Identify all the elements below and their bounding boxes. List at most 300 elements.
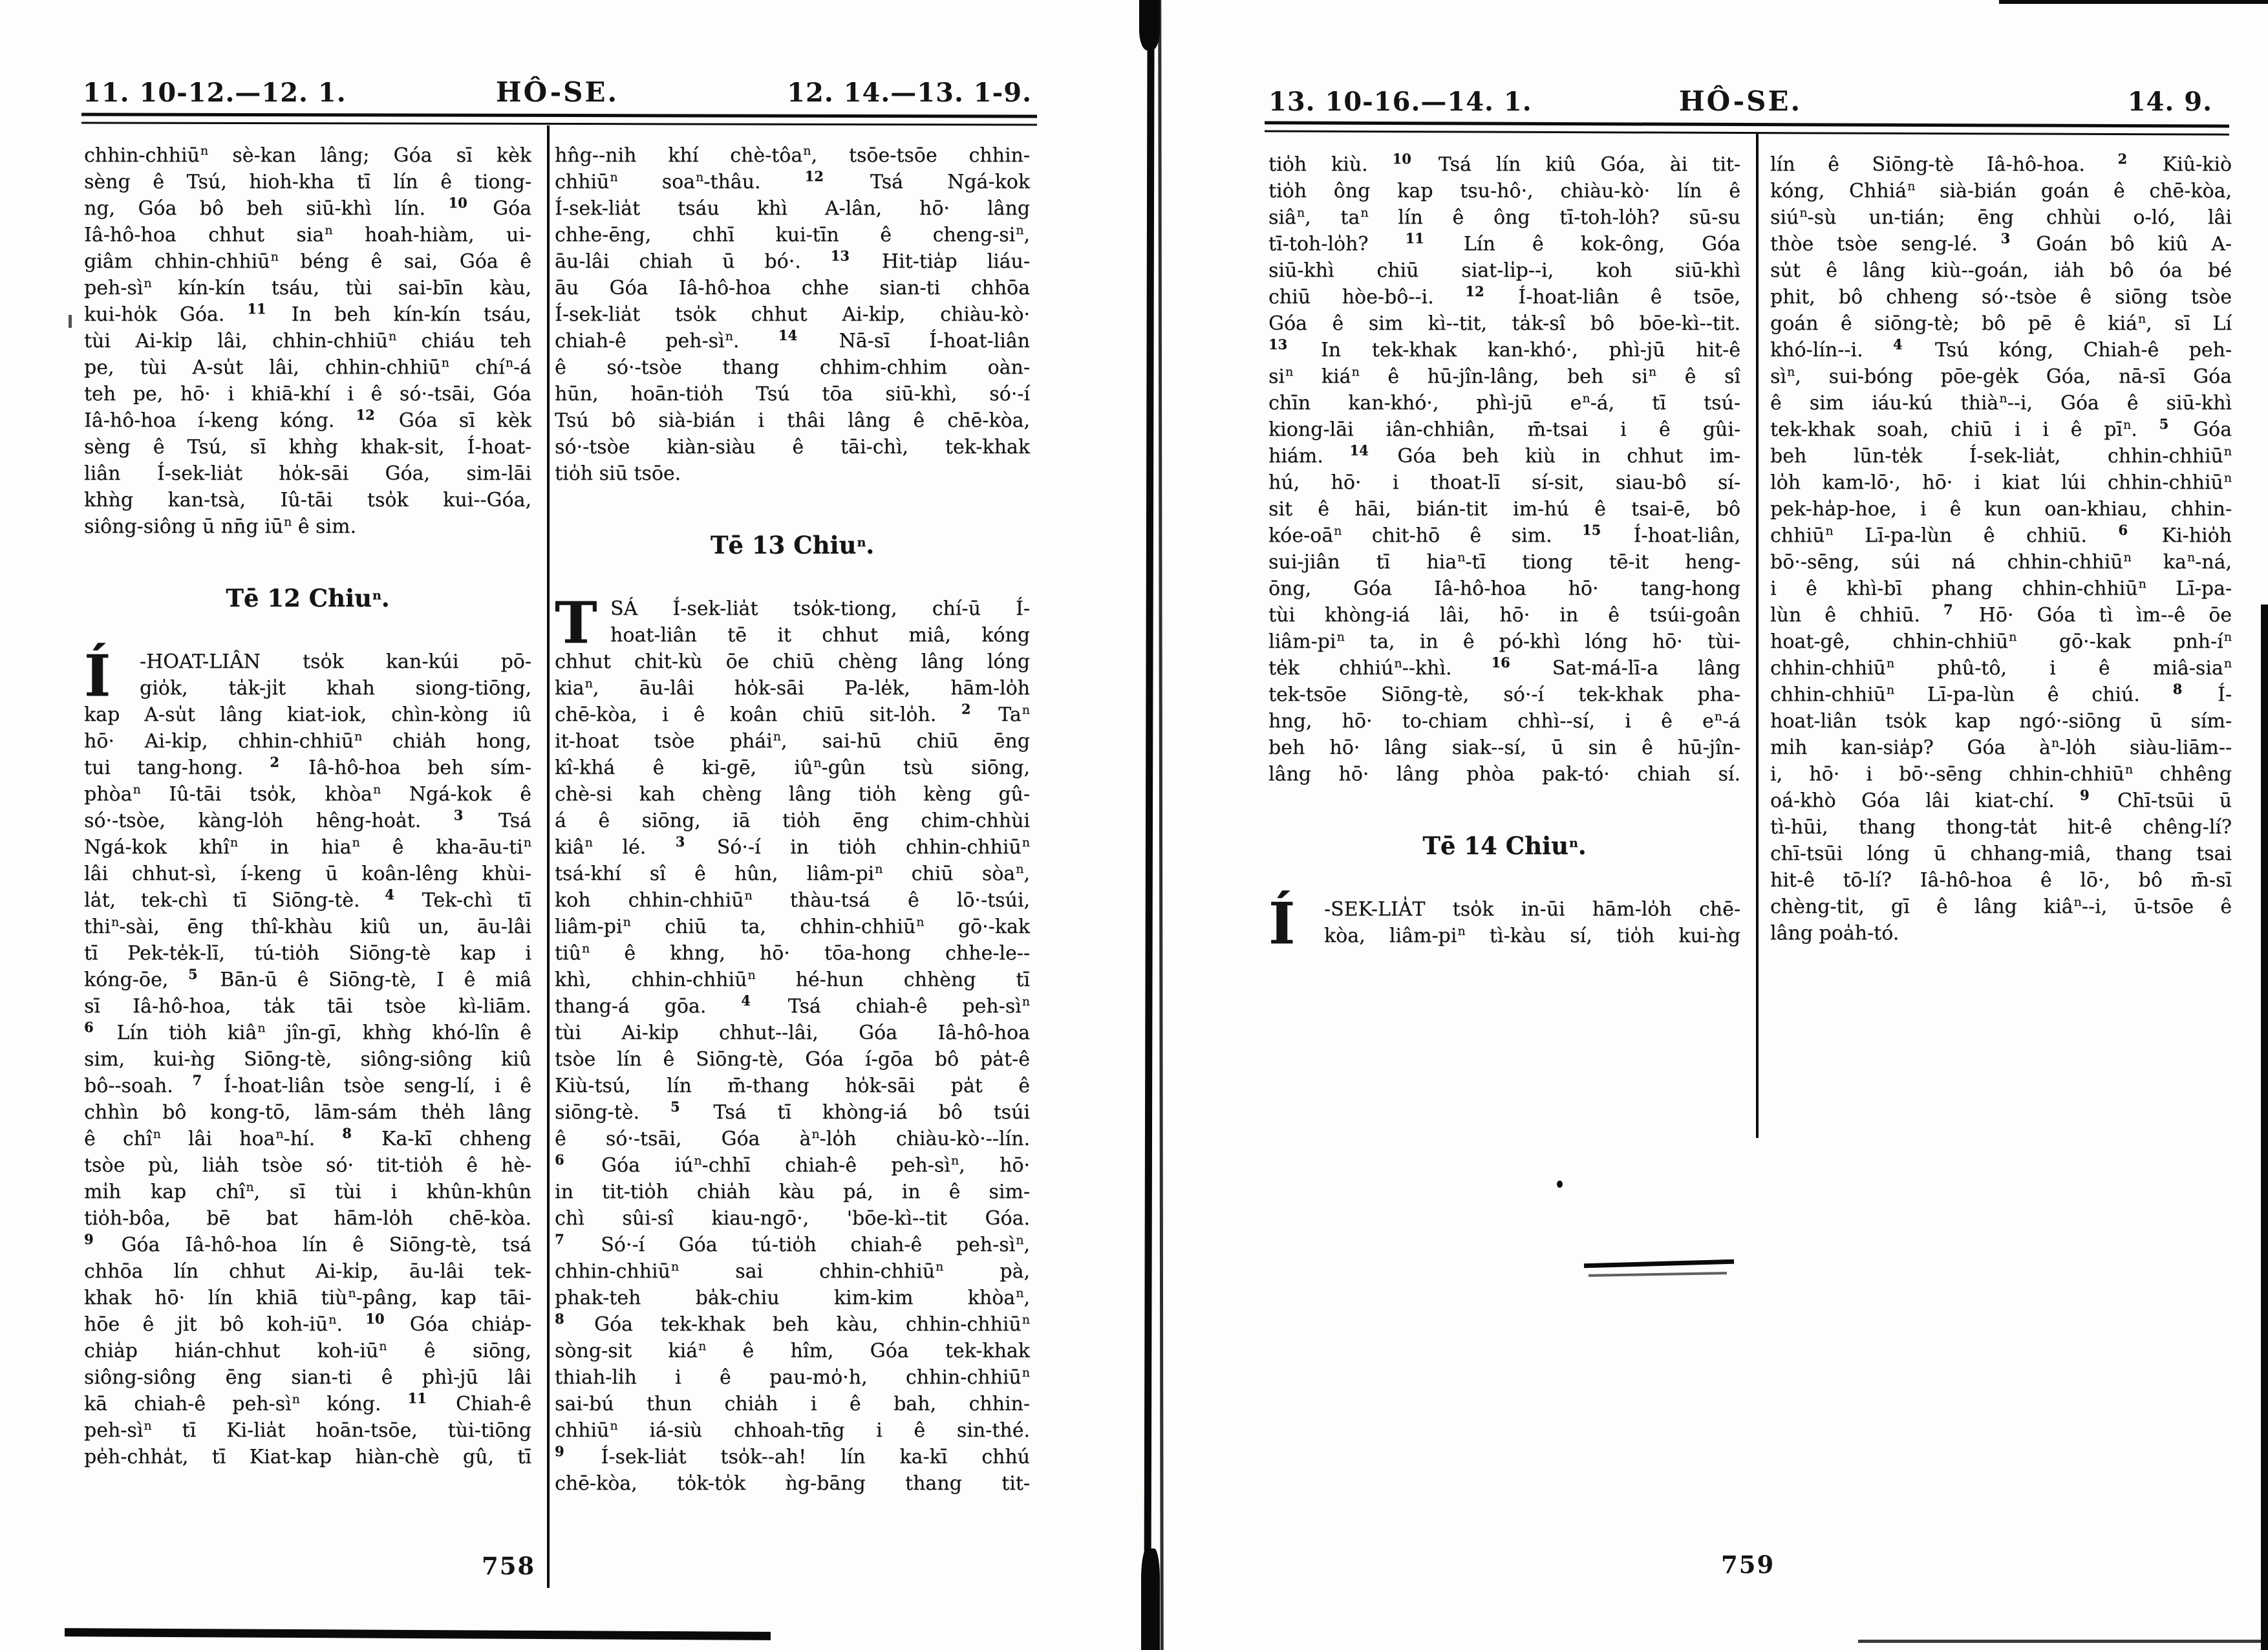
text-line: phòa$^n$ Iû-tāi tso̍k, khòa$^n$ Ngá-kok ê [84,782,531,806]
text-line: tek-khak soah, chiū i i ê $pī^n$. $^5$ Góa [1770,416,2232,441]
nasal-superscript: n [1016,1233,1024,1247]
text-line: kòa, liâm-$pi^n$ tì-kàu sí, tio̍h kui-ǹg [1324,924,1741,947]
chapter-heading: Tē 14 Chiu$^n$. [1422,831,1587,860]
drop-cap: T [555,589,597,656]
text-line: beh lūn-te̍k Í-sek-lia̍t, chhin-chhiū$^n$ [1770,444,2232,467]
verse-number: 6 [555,1152,564,1168]
text-line: $^9$ Í-sek-lia̍t tso̍k--ah! lín ka-kī chhú [555,1443,1030,1468]
nasal-superscript: n [441,356,449,370]
verse-number: 13 [830,248,850,264]
nasal-superscript: n [1648,365,1657,379]
verse-number: 13 [1268,336,1288,352]
text-line: kóe-$oā^n$ chit-hō ê sim. $^{15}$ Í-hoat-liân, [1268,522,1740,547]
nasal-superscript: n [813,756,822,770]
nasal-superscript: n [2138,577,2146,591]
text-line: la̍t, tek-chì tī Siōng-tè. $^4$ Tek-chì tī [84,886,531,912]
nasal-superscript: n [348,1286,356,1300]
paragraph [1268,151,1740,788]
book-title: HÔ-SE. [495,76,619,108]
text-line: chhōa lín chhut Ai-ki̍p, āu-lâi tek- [84,1260,531,1283]
header-verse-range-right: 14. 9. [2127,87,2212,117]
text-line: thang-á gōa. $^4$ Tsá chiah-ê peh-$sì^n$ [555,992,1030,1018]
dropcap-paragraph [1268,890,1741,957]
nasal-superscript: n [670,1259,679,1274]
text-line: chīn kan-khó·, phì-jū $e^n-á$, tī tsú- [1268,391,1740,414]
nasal-superscript: n [1022,994,1030,1009]
text-line: hú, hō· i thoat-lī sí-sit, siau-bô sí- [1268,471,1740,494]
text-line: chè-si kah chèng lâng tio̍h kèng gû- [555,783,1030,806]
text-line: chhin-chhiū$^n$ phû-tô, i ê miâ-sia$^n$ [1770,656,2232,680]
text-line: hiám. $^{14}$ Góa beh kiù in chhut im- [1268,442,1740,467]
verse-number: 7 [555,1231,564,1247]
text-line: khak hō· lín khiā tiù$^n$-pâng, kap tāi- [84,1286,531,1309]
ink-smudge [1589,1272,1727,1277]
verse-number: 12 [356,407,375,423]
text-line: thòe tsòe seng-lé. $^3$ Goán bô kiû A- [1770,230,2232,255]
text-line: ng, Góa bô beh siū-khì lín. $^{10}$ Góa [84,195,532,220]
nasal-superscript: n [2223,444,2232,458]
text-line: lâi chhut-sì, í-keng ū koân-lêng khùi- [84,862,531,885]
nasal-superscript: n [372,782,381,797]
nasal-superscript: n [388,329,397,343]
nasal-superscript: n [1022,1366,1030,1380]
verse-number: 3 [675,833,685,850]
nasal-superscript: n [2124,762,2134,777]
nasal-superscript: n [811,1127,820,1141]
nasal-superscript: n [2073,895,2082,909]
nasal-superscript: n [875,862,883,876]
text-line: chhìn bô kong-tō, lām-sám the̍h lâng [84,1101,531,1124]
verse-number: 8 [2172,681,2183,697]
nasal-superscript: n [2223,471,2232,485]
text-line: sèng ê Tsú, hioh-kha tī lín ê tiong- [84,171,531,193]
text-line: tio̍h-bôa, bē bat hām-lo̍h chē-kòa. [84,1207,531,1230]
nasal-superscript: n [610,1419,618,1433]
nasal-superscript: n [1016,1286,1024,1300]
text-line: $^9$ Góa Iâ-hô-hoa lín ê Siōng-tè, tsá [84,1231,531,1256]
verse-number: 14 [778,327,798,343]
nasal-superscript: n [275,1127,284,1141]
nasal-superscript: n [1022,703,1030,717]
text-line: Kiù-tsú, lín m̄-thang ho̍k-sāi pa̍t ê [555,1075,1030,1097]
text-line: mi̍h kap chî$^n$, sī tùi i khûn-khûn [84,1180,531,1203]
text-line: tek-tsōe Siōng-tè, só·-í tek-khak pha- [1268,683,1740,706]
scan-edge-shadow [2261,605,2268,1650]
text-line: ê sim iáu-kú thià$^n$--i, Góa ê siū-khì [1770,391,2232,414]
nasal-superscript: n [1336,630,1345,644]
verse-number: 11 [1405,230,1424,246]
verse-number: 11 [247,301,266,317]
text-line: kap A-su̍t lâng kiat-iok, chìn-kòng iû [84,703,531,726]
text-line: chē-kòa, i ê koân chiū sit-lo̍h. $^2$ Ta$^n$ [555,701,1030,726]
verse-number: 12 [1465,283,1484,299]
text-line: hoat-liân tē it chhut miâ, kóng [610,624,1030,647]
scan-edge-shadow [65,1628,771,1640]
nasal-superscript: n [696,170,704,184]
verse-number: 14 [1349,442,1369,458]
text-line: gio̍k, ta̍k-ji̍t khah siong-tiōng, [140,677,531,700]
drop-cap: Í [1268,890,1296,957]
text-line: sī Iâ-hô-hoa, ta̍k tāi tsòe kì-liām. [84,995,531,1018]
verse-number: 8 [555,1311,564,1327]
text-line: lùn ê chhiū. $^7$ Hō· Góa tì ìm--ê ōe [1770,601,2232,627]
nasal-superscript: n [747,968,756,982]
nasal-superscript: n [352,835,360,850]
text-line: pek-ha̍p-hoe, i ê kun oan-khiau, chhin- [1770,498,2232,520]
nasal-superscript: n [610,170,618,184]
text-line: tī-toh-lo̍h? $^{11}$ Lín ê kok-ông, Góa [1268,230,1740,255]
text-line: khǹg kan-tsà, Iû-tāi tso̍k kui--Góa, [84,489,531,511]
text-line: $sì^n$, sui-bóng pōe-ge̍k Góa, nā-sī Góa [1770,365,2232,388]
nasal-superscript: n [1360,206,1369,220]
dropcap-paragraph [555,589,1031,1497]
verse-number: 16 [1491,654,1510,670]
text-line: -SEK-LIA̍T tso̍k in-ūi hām-lo̍h chē- [1324,898,1740,921]
nasal-superscript: n [694,1153,702,1168]
verse-number: 9 [555,1443,564,1459]
text-line: $^8$ Góa tek-khak beh kàu, chhin-chhiū$^n$ [555,1311,1030,1336]
text-line: koh chhin-chhiū$^n$ thàu-tsá ê lō·-tsúi, [555,888,1030,912]
nasal-superscript: n [292,1392,300,1406]
nasal-superscript: n [144,1419,152,1433]
text-line: kui-ho̍k Góa. $^{11}$ In beh kín-kín tsáu, [84,301,531,326]
book-gutter-shadow [1158,0,1164,1650]
text-line: siâ$^n$, $ta^n$ lín ê ông tī-toh-lo̍h? sū-su [1268,206,1741,229]
ink-smudge [1584,1259,1734,1268]
text-line: Ngá-kok khî$^n$ in hia$^n$ ê kha-$āu-ti^n$ [84,835,531,859]
text-line: $^7$ Só·-í Góa tú-tio̍h chiah-ê peh-$sì^n$, [555,1231,1030,1256]
text-line: tio̍h kiù. $^{10}$ Tsá lín kiû Góa, ài tit- [1268,151,1740,176]
text-line: liâm-$pi^n$ chiū ta, chhin-chhiū$^n$ gō·-kak [555,915,1031,938]
text-line: lâng hō· lâng phòa pak-tó· chiah sí. [1268,763,1740,786]
text-line: pe̍h-chha̍t, tī Kiat-kap hiàn-chè gû, tī [84,1446,531,1468]
verse-number: 2 [270,754,279,770]
text-line: kia$^n$, āu-lâi ho̍k-sāi Pa-le̍k, hām-lo̍h [555,676,1030,700]
text-line: āu Góa Iâ-hô-hoa chhe sian-ti chhōa [555,277,1030,299]
text-line: $si^n$ kiá$^n$ ê hū-jîn-lâng, beh $si^n$ ê sî [1268,365,1740,388]
text-line: tùi Ai-ki̍p chhut--lâi, Góa Iâ-hô-hoa [555,1022,1030,1044]
text-line: kóng-ōe, $^5$ Bān-ū ê Siōng-tè, I ê miâ [84,966,531,991]
nasal-superscript: n [1886,656,1895,670]
nasal-superscript: n [325,223,333,237]
nasal-superscript: n [2123,550,2132,564]
text-line: chhut chi̍t-kù ōe chiū chèng lâng lóng [555,650,1030,673]
paragraph [555,142,1030,487]
verse-number: 5 [670,1098,680,1115]
nasal-superscript: n [1457,924,1466,938]
verse-number: 5 [2159,416,2169,432]
text-line: teh pe, hō· i khiā-khí i ê só·-tsāi, Góa [84,383,531,405]
text-line: i ê khì-bī phang chhin-chhiū$^n$ Lī-pa- [1770,577,2232,600]
nasal-superscript: n [144,276,152,290]
text-line: lo̍h kam-lō·, hō· i kiat lúi chhin-chhiū$^n$ [1770,471,2232,494]
text-line: tio̍h siū tsōe. [555,462,681,485]
verse-number: 4 [1892,336,1903,352]
text-line: siông-siông ēng sian-ti ê phì-jū lâi [84,1366,531,1389]
header-verse-range-right: 12. 14.—13. 1-9. [787,78,1032,108]
nasal-superscript: n [623,915,631,929]
text-line: ê só·-tsòe thang chhim-chhim oàn- [555,356,1030,379]
verse-number: 4 [385,886,394,903]
nasal-superscript: n [1999,391,2007,405]
text-line: khì, chhin-chhiū$^n$ hé-hun chhèng tī [555,968,1030,991]
verse-number: 2 [2117,151,2128,167]
text-line: chhin-chhiū$^n$ sai chhin-chhiū$^n$ pà, [555,1259,1030,1283]
text-line: hit-ê tō-lí? Iâ-hô-hoa ê lō·, bô m̄-sī [1770,869,2232,892]
nasal-superscript: n [1334,524,1342,538]
scan-edge-shadow [1858,1640,2263,1643]
text-line: khó-lín--i. $^4$ Tsú kóng, Chiah-ê peh- [1770,336,2232,361]
text-line: Tsú bô sià-bián i thâi lâng ê chē-kòa, [555,409,1030,432]
text-line: ê só·-tsāi, Góa $à^n-lo̍h$ chiàu-kò·--lín. [555,1127,1030,1150]
nasal-superscript: n [1022,835,1030,850]
text-line: bō·-sēng, súi ná chhin-chhiū$^n$ $ka^n-ná$, [1770,550,2232,573]
text-line: siú$^n$-sù un-tián; ēng chhùi o-ló, lâi [1770,206,2232,229]
right-page-header [1268,85,2212,117]
verse-number: 10 [1392,151,1411,167]
verse-number: 5 [187,966,198,982]
verse-number: 10 [365,1311,385,1327]
text-line: tiû$^n$ ê khng, hō· tōa-hong chhe-le-- [555,941,1030,965]
text-line: tsá-khí sî ê hûn, liâm-$pi^n$ chiū sòa$^n$, [555,862,1030,885]
verse-number: 15 [1581,522,1601,538]
nasal-superscript: n [857,535,866,550]
header-verse-range-left: 11. 10-12.—12. 1. [83,78,347,108]
text-line: āu-lâi chiah ū bó·. $^{13}$ Hit-tia̍p liáu- [555,248,1031,273]
column-divider [1756,133,1759,1138]
text-line: hō· Ai-ki̍p, chhin-chhiū$^n$ chia̍h hong, [84,729,531,753]
text-line: chē-kòa, to̍k-to̍k ǹg-bāng thang tit- [555,1472,1030,1495]
text-line: $^6$ Góa $iú^n$-chhī chiah-ê peh-$sì^n$, hō· [555,1152,1030,1177]
verse-number: 4 [741,992,751,1009]
paragraph [1770,151,2232,947]
book-gutter-shadow [1144,0,1154,1650]
verse-number: 3 [2000,230,2011,246]
nasal-superscript: n [803,144,811,158]
nasal-superscript: n [950,1153,959,1168]
dropcap-paragraph [84,642,532,1470]
nasal-superscript: n [1799,206,1808,220]
text-line: lín ê Siōng-tè Iâ-hô-hoa. $^2$ Kiû-kiò [1770,151,2232,176]
text-line: tùi Ai-ki̍p lâi, chhin-chhiū$^n$ chiáu teh [84,329,531,352]
nasal-superscript: n [1022,1312,1030,1327]
nasal-superscript: n [2223,656,2232,670]
text-line: tsòe lín ê Siōng-tè, Góa í-gōa bô pa̍t-ê [555,1048,1030,1071]
text-line: tī Pek-te̍k-lī, tú-tio̍h Siōng-tè kap i [84,942,531,965]
page-number: 759 [1721,1550,1775,1579]
nasal-superscript: n [133,782,141,797]
nasal-superscript: n [916,915,925,929]
nasal-superscript: n [523,835,531,850]
nasal-superscript: n [2137,312,2146,326]
text-line: chī-tsūi lóng ū chhang-miâ, thang tsai [1770,842,2232,865]
text-line: sòng-sit kiá$^n$ ê hîm, Góa tek-khak [555,1339,1030,1362]
text-line: $^6$ Lín tio̍h kiâ$^n$ jîn-gī, khǹg khó-lîn ê [84,1019,531,1044]
nasal-superscript: n [372,588,381,603]
paragraph [84,142,531,540]
text-line: phit, bô chheng só·-tsòe ê siōng tsòe [1770,286,2232,308]
text-line: sim, kui-ǹg Siōng-tè, siông-siông kiû [84,1048,531,1071]
text-line: hoat-liân tso̍k kap ngó·-siōng ū sím- [1770,710,2232,733]
text-line: su̍t ê lâng kiù--goán, ia̍h bô óa bé [1770,259,2232,282]
text-column [1770,151,2232,947]
nasal-superscript: n [698,1339,707,1353]
text-line: á ê siōng, iā tio̍h ēng chim-chhùi [555,809,1030,832]
text-line: sèng ê Tsú, sī khǹg khak-si̍t, Í-hoat- [84,436,531,458]
text-line: hn̂g--nih khí chè-tôa$^n$, tsōe-tsōe chhin- [555,144,1031,167]
drop-cap: Í [84,642,111,709]
nasal-superscript: n [2187,550,2196,564]
nasal-superscript: n [1568,836,1578,850]
text-line: Iâ-hô-hoa chhut sia$^n$ hoah-hiàm, ui- [84,223,532,246]
text-line: SÁ Í-sek-lia̍t tso̍k-tiong, chí-ū Í- [610,597,1030,620]
text-line: thiah-li̍h i ê pau-mo̍·h, chhin-chhiū$^n$ [555,1366,1030,1389]
verse-number: 3 [453,807,464,823]
text-line: tùi khòng-iá lâi, hō· in ê tsúi-goân [1268,604,1740,627]
text-column [1268,151,1741,957]
nasal-superscript: n [1787,365,1795,379]
text-line: chhiū$^n$ soa$^n$-thâu. $^{12}$ Tsá Ngá-kok [555,168,1030,193]
text-line: chhin-chhiū$^n$ Lī-pa-lùn ê chiú. $^8$ Í- [1770,681,2232,706]
column-divider [547,125,550,1588]
nasal-superscript: n [1016,862,1024,876]
text-column [555,142,1030,1497]
text-line: só·-tsòe kiàn-siàu ê tāi-chì, tek-khak [555,436,1030,458]
text-line: chhiū$^n$ Lī-pa-lùn ê chhiū. $^6$ Ki-hio̍h [1770,522,2232,547]
text-line: giâm chhin-chhiū$^n$ béng ê sai, Góa ê [84,250,531,273]
nasal-superscript: n [1394,656,1402,670]
nasal-superscript: n [2051,736,2060,750]
nasal-superscript: n [1296,206,1305,220]
scan-artifact [1141,1548,1160,1650]
book-title: HÔ-SE. [1678,85,1803,117]
text-line: kā chiah-ê peh-$sì^n$ kóng. $^{11}$ Chiah-ê [84,1390,532,1415]
text-line: kiâ$^n$ lé. $^3$ Só·-í in tio̍h chhin-chhiū$^n$ [555,833,1030,859]
text-line: $^{13}$ In tek-khak kan-khó·, phì-jū hit-ê [1268,336,1740,361]
nasal-superscript: n [584,835,593,850]
nasal-superscript: n [1886,683,1895,697]
verse-number: 6 [84,1019,94,1035]
text-line: chì sûi-sî kiau-ngō·, 'bōe-kì--tit Góa. [555,1207,1030,1230]
nasal-superscript: n [2223,630,2232,644]
verse-number: 2 [961,701,971,717]
verse-number: 9 [84,1231,94,1247]
nasal-superscript: n [1582,391,1590,405]
text-line: ê chî$^n$ lâi hoa$^n$-hí. $^8$ Ka-kī chheng [84,1125,531,1150]
header-rule [1265,121,2229,135]
text-line: só·-tsòe, kàng-lo̍h hêng-hoa̍t. $^3$ Tsá [84,807,531,832]
text-line: mi̍h kan-sia̍p? Góa $à^n-lo̍h$ siàu-liām-- [1770,736,2232,759]
text-line: Góa ê sim kì--tit, ta̍k-sî bô bōe-kì--tit. [1268,312,1740,335]
text-line: sit ê hāi, bián-tit im-hú ê tsai-ē, bô [1268,498,1740,520]
nasal-superscript: n [773,729,781,744]
nasal-superscript: n [111,915,120,929]
chapter-heading: Tē 12 Chiu$^n$. [226,584,390,612]
text-line: lâng poa̍h-tó. [1770,922,1899,945]
text-line: liâm-$pi^n$ ta, in ê pó-khì lóng hō· tùi- [1268,630,1740,653]
text-line: tì-hūi, thang thong-ta̍t hit-ê chêng-lí? [1770,816,2232,839]
nasal-superscript: n [283,515,292,529]
text-line: phak-teh ba̍k-chiu kim-kim khòa$^n$, [555,1286,1030,1309]
text-line: peh-$sì^n$ tī Ki-lia̍t hoān-tsōe, tùi-tiōng [84,1419,531,1442]
left-page-header [83,76,1032,108]
text-line: peh-$sì^n$ kín-kín tsáu, tùi sai-bīn kàu, [84,276,531,299]
text-line: Iâ-hô-hoa í-keng kóng. $^{12}$ Góa sī kèk [84,407,531,432]
text-line: chèng-ti̍t, gī ê lâng kiâ$^n$--i, ū-tsōe ê [1770,895,2232,918]
text-line: -HOAT-LIÂN tso̍k kan-kúi pō- [140,650,531,673]
nasal-superscript: n [379,1339,387,1353]
nasal-superscript: n [744,888,753,903]
text-line: liân Í-sek-lia̍t ho̍k-sāi Góa, sim-lāi [84,462,531,485]
page-number: 758 [482,1552,536,1580]
text-line: pe, tùi A-su̍t lâi, chhin-chhiū$^n$ chí$^n$-á [84,356,531,379]
verse-number: 7 [192,1072,202,1088]
text-line: siông-siông ū nn̄g $iū^n$ ê sim. [84,515,357,538]
text-line: Í-sek-lia̍t tso̍k chhut Ai-ki̍p, chiàu-kò· [555,303,1030,326]
verse-number: 8 [342,1125,352,1141]
nasal-superscript: n [354,729,363,744]
text-line: sai-bú thun chia̍h i ê bah, chhin- [555,1393,1030,1415]
nasal-superscript: n [584,676,593,691]
text-line: i, hō· i bō·-sēng chhin-chhiū$^n$ chhêng [1770,762,2232,786]
text-line: tio̍h ông kap tsu-hô·, chiàu-kò· lín ê [1268,180,1740,202]
ink-speck [69,315,72,328]
text-line: hōe ê ji̍t bô koh-$iū^n$. $^{10}$ Góa chia̍p- [84,1311,532,1336]
text-line: chhiū$^n$ iá-siù chhoah-tn̄g i ê sin-thé. [555,1419,1030,1442]
text-line: kiong-lāi iân-chhiân, m̄-tsai i ê gûi- [1268,418,1740,441]
text-line: tsòe pù, lia̍h tsòe só· tit-tio̍h ê hè- [84,1154,531,1177]
chapter-heading: Tē 13 Chiu$^n$. [710,531,875,559]
header-rule [81,112,1037,125]
text-line: chiah-ê peh-$sì^n$. $^{14}$ Nā-sī Í-hoat-liân [555,327,1030,352]
text-line: ōng, Góa Iâ-hô-hoa hō· tang-hong [1268,577,1740,600]
text-line: it-hoat tsòe phái$^n$, sai-hū chiū ēng [555,729,1030,753]
text-line: bô--soah. $^7$ Í-hoat-liân tsòe seng-lí, i ê [84,1072,531,1097]
nasal-superscript: n [505,356,513,370]
nasal-superscript: n [1825,524,1834,538]
text-line: siōng-tè. $^5$ Tsá tī khòng-iá bô tsúi [555,1098,1030,1124]
verse-number: 10 [448,195,467,211]
header-verse-range-left: 13. 10-16.—14. 1. [1268,87,1532,117]
verse-number: 12 [804,168,824,184]
nasal-superscript: n [270,250,279,264]
nasal-superscript: n [257,1021,266,1035]
text-line: in tit-tio̍h chia̍h kàu pá, in ê sim- [555,1181,1030,1203]
text-line: te̍k chhiú$^n$--khì. $^{16}$ Sat-má-lī-a lâng [1268,654,1740,680]
text-line: chiū hòe-bô--i. $^{12}$ Í-hoat-liân ê tsōe, [1268,283,1741,308]
nasal-superscript: n [581,941,590,956]
nasal-superscript: n [328,1312,337,1327]
verse-number: 7 [1943,601,1953,617]
nasal-superscript: n [1457,550,1466,564]
nasal-superscript: n [1907,179,1916,193]
verse-number: 9 [2080,787,2090,803]
nasal-superscript: n [1285,365,1294,379]
nasal-superscript: n [2123,418,2132,432]
nasal-superscript: n [936,1259,944,1274]
text-line: beh hō· lâng siak--sí, ū sin ê hū-jîn- [1268,736,1740,759]
scan-edge-shadow [1999,0,2268,4]
text-line: tui tang-hong. $^2$ Iâ-hô-hoa beh sím- [84,754,532,779]
text-line: kî-khá ê ki-gē, $iû^n$-gûn tsù siōng, [555,756,1030,779]
nasal-superscript: n [246,1180,254,1194]
scan-artifact [1139,0,1160,50]
nasal-superscript: n [153,1127,161,1141]
text-line: thi$^n$-sài, ēng thî-khàu kiû un, āu-lâi [84,915,531,938]
text-line: goán ê siōng-tè; bô pē ê kiá$^n$, sī Lí [1770,312,2232,335]
nasal-superscript: n [725,329,733,343]
text-line: chhin-chhiū$^n$ sè-kan lâng; Góa sī kèk [84,144,531,167]
